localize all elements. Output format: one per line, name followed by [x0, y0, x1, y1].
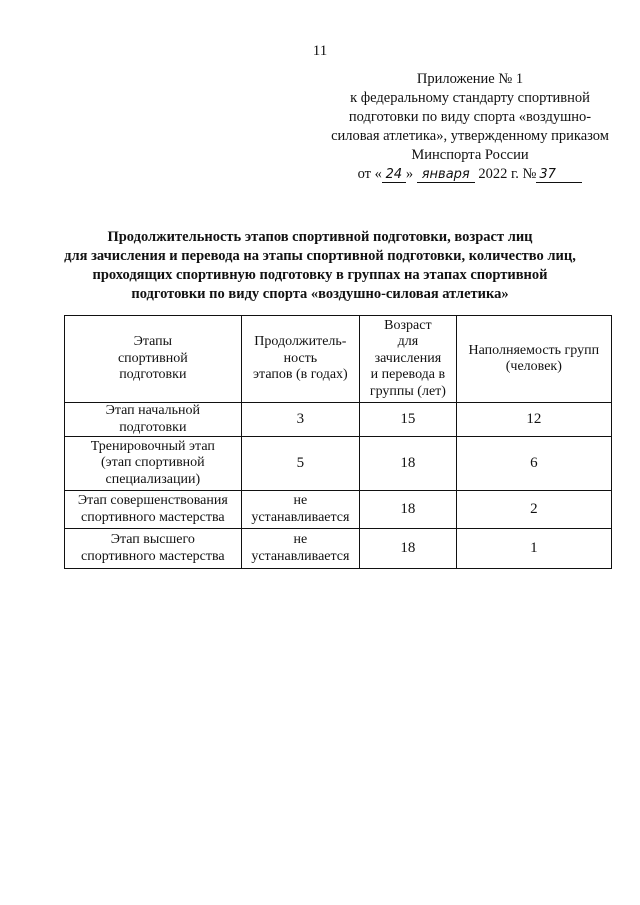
table-row [65, 491, 612, 529]
heading-line: подготовки по виду спорта «воздушно-силовая атлетика» [131, 286, 509, 302]
duration-cell: не устанавливается [241, 529, 359, 569]
heading-line: проходящих спортивную подготовку в группах на этапах спортивной [92, 267, 548, 283]
table-row [65, 437, 612, 491]
appendix-title: Приложение № 1 [416, 71, 524, 87]
handwritten-order-number: 37 [536, 168, 582, 183]
date-prefix: от « [357, 166, 382, 182]
document-heading [40, 228, 600, 304]
heading-line: для зачисления и перевода на этапы спортивной подготовки, количество лиц, [64, 248, 576, 264]
age-cell: 18 [360, 491, 457, 529]
heading-line: Продолжительность этапов спортивной подготовки, возраст лиц [107, 229, 533, 245]
page-number: 11 [312, 43, 328, 59]
stage-cell: Этап начальной подготовки [65, 403, 242, 437]
appendix-block [300, 70, 640, 184]
duration-cell: 3 [241, 403, 359, 437]
date-mid: » [405, 166, 414, 182]
stages-table [64, 315, 612, 569]
age-cell: 18 [360, 529, 457, 569]
age-cell: 15 [360, 403, 457, 437]
order-date-line [300, 165, 640, 184]
appendix-line: силовая атлетика», утвержденному приказом [331, 128, 609, 144]
group-size-cell: 12 [456, 403, 611, 437]
header-age: Возраст для зачисления и перевода в группы (лет) [360, 316, 457, 403]
group-size-cell: 2 [456, 491, 611, 529]
table-header-row [65, 316, 612, 403]
stage-cell: Этап высшего спортивного мастерства [65, 529, 242, 569]
table-row [65, 529, 612, 569]
stage-cell: Тренировочный этап (этап спортивной специализации) [65, 437, 242, 491]
duration-cell: не устанавливается [241, 491, 359, 529]
header-stage: Этапы спортивной подготовки [65, 316, 242, 403]
duration-cell: 5 [241, 437, 359, 491]
header-duration: Продолжитель- ность этапов (в годах) [241, 316, 359, 403]
appendix-line: Минспорта России [411, 147, 529, 163]
handwritten-month: января [417, 168, 475, 183]
appendix-line: к федеральному стандарту спортивной [350, 90, 590, 106]
handwritten-day: 24 [382, 168, 406, 183]
group-size-cell: 6 [456, 437, 611, 491]
date-year: 2022 г. № [478, 166, 537, 182]
group-size-cell: 1 [456, 529, 611, 569]
table-row [65, 403, 612, 437]
appendix-line: подготовки по виду спорта «воздушно- [348, 109, 592, 125]
age-cell: 18 [360, 437, 457, 491]
header-group-size: Наполняемость групп (человек) [456, 316, 611, 403]
stage-cell: Этап совершенствования спортивного мастерства [65, 491, 242, 529]
